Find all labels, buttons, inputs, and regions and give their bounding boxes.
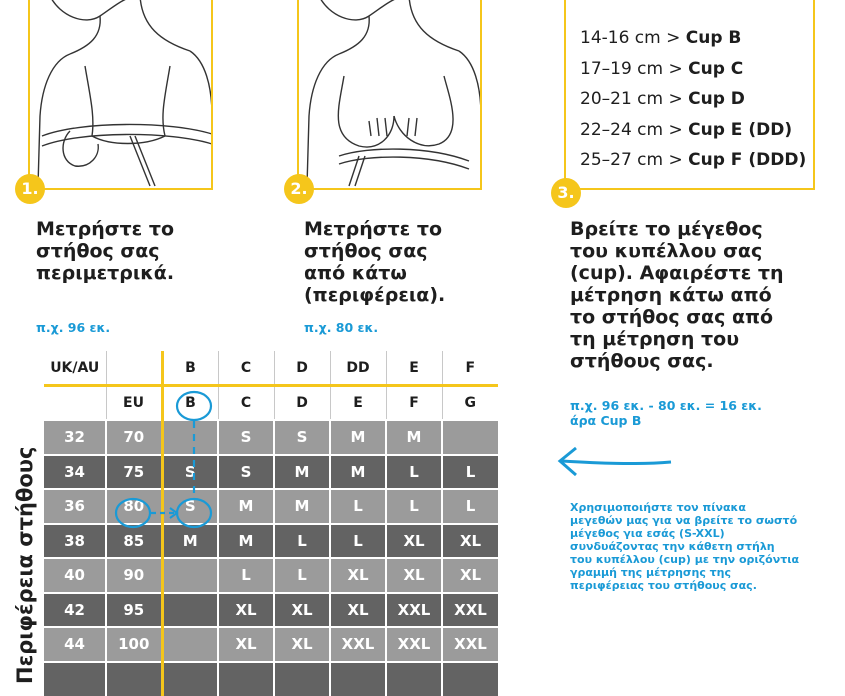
table-cell: L xyxy=(442,455,498,490)
table-cell: 34 xyxy=(44,455,106,490)
table-cell: M xyxy=(162,524,218,559)
table-cell: C xyxy=(218,386,274,421)
table-cell: 32 xyxy=(44,420,106,455)
table-cell: F xyxy=(442,351,498,386)
table-cell: G xyxy=(442,386,498,421)
table-cell: M xyxy=(218,489,274,524)
table-cell: XXL xyxy=(442,627,498,662)
table-cell: D xyxy=(274,386,330,421)
table-cell xyxy=(44,662,106,696)
table-cell xyxy=(442,420,498,455)
table-cell: M xyxy=(386,420,442,455)
size-chart-table xyxy=(44,351,498,696)
table-cell: F xyxy=(386,386,442,421)
step-3-title: Βρείτε το μέγεθος του κυπέλλου σας (cup). Αφαιρέστε τη μέτρηση κάτω από το στήθος σας από τη μέτρηση του στήθους σας. xyxy=(570,218,784,372)
table-cell: XXL xyxy=(386,627,442,662)
table-cell: C xyxy=(218,351,274,386)
table-cell xyxy=(106,662,162,696)
cup-size-list xyxy=(580,23,806,176)
table-cell: L xyxy=(442,489,498,524)
table-cell: M xyxy=(274,489,330,524)
table-cell: B xyxy=(162,386,218,421)
step-2-title: Μετρήστε το στήθος σας από κάτω (περιφέρεια). xyxy=(304,218,445,306)
table-header-row xyxy=(44,386,498,421)
table-cell xyxy=(162,558,218,593)
table-cell: M xyxy=(330,420,386,455)
table-cell: XL xyxy=(386,558,442,593)
cup-list-item: 25–27 cm > Cup F (DDD) xyxy=(580,145,806,176)
table-cell: 38 xyxy=(44,524,106,559)
step-1-title: Μετρήστε το στήθος σας περιμετρικά. xyxy=(36,218,174,284)
table-cell: 44 xyxy=(44,627,106,662)
table-cell: S xyxy=(274,420,330,455)
cup-list-item: 20–21 cm > Cup D xyxy=(580,84,806,115)
table-cell: E xyxy=(330,386,386,421)
table-cell: 42 xyxy=(44,593,106,628)
table-cell xyxy=(162,420,218,455)
table-cell xyxy=(162,593,218,628)
table-cell xyxy=(386,662,442,696)
table-cell: 90 xyxy=(106,558,162,593)
table-cell: XL xyxy=(218,627,274,662)
table-cell: B xyxy=(162,351,218,386)
table-cell: L xyxy=(386,455,442,490)
table-row xyxy=(44,593,498,628)
table-cell xyxy=(330,662,386,696)
table-cell xyxy=(274,662,330,696)
table-cell: XL xyxy=(442,524,498,559)
step-3-badge: 3. xyxy=(551,178,581,208)
table-cell: S xyxy=(162,489,218,524)
table-cell: M xyxy=(218,524,274,559)
table-cell: 100 xyxy=(106,627,162,662)
table-cell: DD xyxy=(330,351,386,386)
table-cell xyxy=(162,662,218,696)
illustration-frame-2 xyxy=(297,0,482,190)
table-cell: 36 xyxy=(44,489,106,524)
table-row xyxy=(44,455,498,490)
table-cell: 80 xyxy=(106,489,162,524)
table-cell: XXL xyxy=(386,593,442,628)
table-cell xyxy=(442,662,498,696)
table-cell: XL xyxy=(330,558,386,593)
table-cell: XL xyxy=(330,593,386,628)
woman-measuring-underbust-illustration xyxy=(299,0,482,190)
table-cell: EU xyxy=(106,386,162,421)
table-cell: XXL xyxy=(442,593,498,628)
table-cell: 40 xyxy=(44,558,106,593)
step-2-badge: 2. xyxy=(284,174,314,204)
table-cell: L xyxy=(330,524,386,559)
table-row xyxy=(44,489,498,524)
table-cell: M xyxy=(274,455,330,490)
table-row xyxy=(44,627,498,662)
table-cell: XL xyxy=(442,558,498,593)
table-cell: 95 xyxy=(106,593,162,628)
table-cell: D xyxy=(274,351,330,386)
table-cell: XL xyxy=(218,593,274,628)
woman-measuring-bust-illustration xyxy=(30,0,213,190)
size-chart-note: Χρησιμοποιήστε τον πίνακα μεγεθών μας για να βρείτε το σωστό μέγεθος για εσάς (S-XXL) συνδυάζοντας την κάθετη στήλη του κυπέλλου (cup) με την οριζόντια γραμμή της μέτρησης της περιφέρειας του στήθους σας. xyxy=(570,501,800,592)
step-1-example: π.χ. 96 εκ. xyxy=(36,320,110,335)
table-cell: 75 xyxy=(106,455,162,490)
table-cell: S xyxy=(218,420,274,455)
table-cell: 85 xyxy=(106,524,162,559)
illustration-frame-1 xyxy=(28,0,213,190)
table-row xyxy=(44,524,498,559)
table-cell: UK/AU xyxy=(44,351,106,386)
step-3-example: π.χ. 96 εκ. - 80 εκ. = 16 εκ. άρα Cup B xyxy=(570,398,762,428)
table-cell: S xyxy=(162,455,218,490)
table-row xyxy=(44,662,498,696)
table-cell: XL xyxy=(274,627,330,662)
cup-list-item: 17–19 cm > Cup C xyxy=(580,54,806,85)
table-row xyxy=(44,558,498,593)
table-cell xyxy=(218,662,274,696)
table-cell: M xyxy=(330,455,386,490)
table-cell xyxy=(106,351,162,386)
cup-list-item: 22–24 cm > Cup E (DD) xyxy=(580,115,806,146)
table-cell: E xyxy=(386,351,442,386)
table-cell: S xyxy=(218,455,274,490)
table-cell: 70 xyxy=(106,420,162,455)
table-cell: XXL xyxy=(330,627,386,662)
table-cell: XL xyxy=(386,524,442,559)
table-cell: L xyxy=(330,489,386,524)
step-1-badge: 1. xyxy=(15,174,45,204)
table-cell xyxy=(44,386,106,421)
table-cell: L xyxy=(274,524,330,559)
arrow-left-icon xyxy=(556,443,676,483)
step-2-example: π.χ. 80 εκ. xyxy=(304,320,378,335)
table-cell: L xyxy=(386,489,442,524)
cup-list-item: 14-16 cm > Cup B xyxy=(580,23,806,54)
table-cell: L xyxy=(274,558,330,593)
table-cell: XL xyxy=(274,593,330,628)
table-cell: L xyxy=(218,558,274,593)
table-cell xyxy=(162,627,218,662)
vertical-axis-label: Περιφέρεια στήθους xyxy=(13,447,37,684)
table-row xyxy=(44,420,498,455)
table-header-row xyxy=(44,351,498,386)
